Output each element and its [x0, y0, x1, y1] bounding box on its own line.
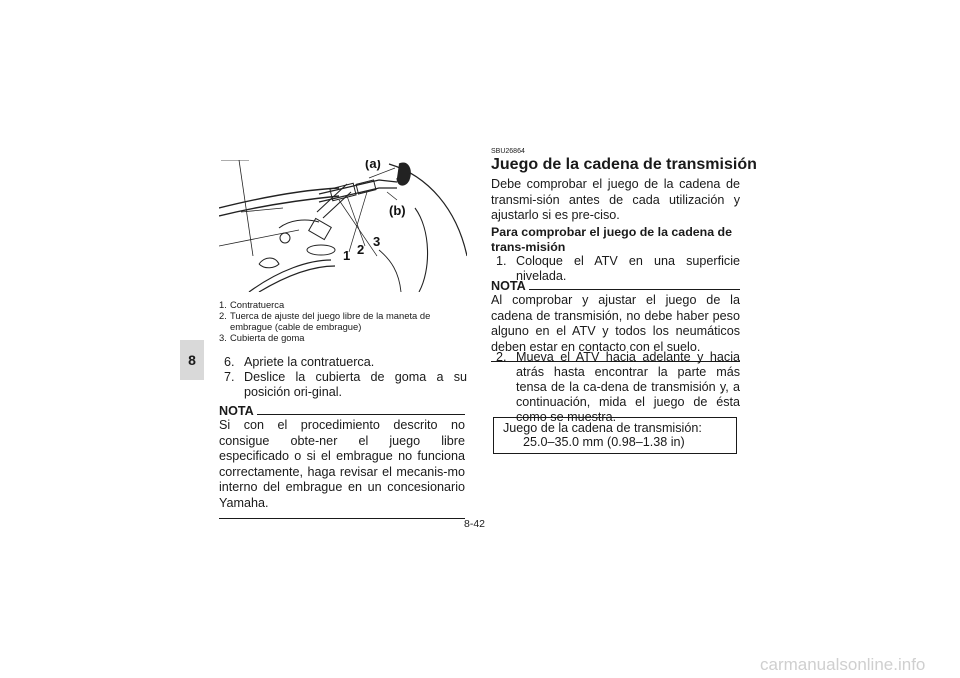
caption-text: Cubierta de goma	[230, 332, 305, 343]
step-number: 1.	[496, 254, 507, 268]
callout-2: 2	[357, 242, 365, 257]
callout-1: 1	[343, 248, 351, 263]
callout-3: 3	[373, 234, 381, 249]
right-step-2	[496, 350, 740, 425]
note-rule	[257, 414, 465, 415]
clutch-lever-drawing	[219, 160, 467, 292]
section-intro: Debe comprobar el juego de la cadena de transmi-sión antes de cada utilización y ajustarlo si es pre-ciso.	[491, 177, 740, 222]
caption-text: Tuerca de ajuste del juego libre de la maneta de embrague (cable de embrague)	[230, 310, 431, 332]
note-end-rule	[219, 518, 465, 519]
spec-box	[493, 417, 737, 454]
note-rule	[529, 289, 740, 290]
section-title: Juego de la cadena de transmisión	[491, 156, 757, 173]
caption-item	[219, 332, 469, 343]
note-text: Al comprobar y ajustar el juego de la cadena de transmisión, no debe haber peso alguno en el ATV y todos los neumáticos deben estar en contacto con el suelo.	[491, 293, 740, 354]
caption-item	[219, 310, 469, 332]
spec-label: Juego de la cadena de transmisión:	[503, 421, 702, 435]
note-text: Si con el procedimiento descrito no consigue obte-ner el juego libre especificado o si el embrague no funciona correctamente, haga revisar el mecanis-mo interno del embrague en un concesionario Yamaha.	[219, 418, 465, 510]
step-item	[224, 370, 467, 400]
callout-b: (b)	[389, 203, 406, 218]
page-number: 8-42	[464, 518, 486, 530]
caption-text: Contratuerca	[230, 299, 285, 310]
caption-number: 1.	[219, 299, 227, 310]
figure-captions	[219, 299, 469, 343]
section-code: SBU26864	[491, 148, 525, 155]
spec-value: 25.0–35.0 mm (0.98–1.38 in)	[523, 435, 685, 449]
step-text: Apriete la contratuerca.	[244, 355, 375, 369]
callout-a: (a)	[365, 160, 381, 171]
note-block-left	[219, 404, 465, 519]
note-header	[491, 279, 740, 293]
note-header	[219, 404, 465, 418]
step-number: 2.	[496, 350, 507, 364]
step-item	[496, 350, 740, 425]
step-item	[224, 355, 467, 370]
section-subheading: Para comprobar el juego de la cadena de trans-misión	[491, 225, 733, 254]
chapter-tab: 8	[180, 340, 204, 380]
note-label: NOTA	[491, 279, 526, 293]
watermark: carmanualsonline.info	[760, 655, 926, 674]
clutch-lever-figure	[219, 160, 467, 292]
caption-number: 3.	[219, 332, 227, 343]
caption-number: 2.	[219, 310, 227, 321]
note-label: NOTA	[219, 404, 254, 418]
caption-item	[219, 299, 469, 310]
step-text: Mueva el ATV hacia adelante y hacia atrás hasta encontrar la parte más tensa de la ca-dena de transmisión y, a continuación, mida el juego de ésta como se muestra.	[516, 350, 740, 424]
step-text: Coloque el ATV en una superficie nivelada.	[516, 254, 740, 283]
step-number: 6.	[224, 355, 235, 369]
step-number: 7.	[224, 370, 235, 384]
step-text: Deslice la cubierta de goma a su posición ori-ginal.	[244, 370, 467, 399]
left-steps	[224, 355, 467, 400]
